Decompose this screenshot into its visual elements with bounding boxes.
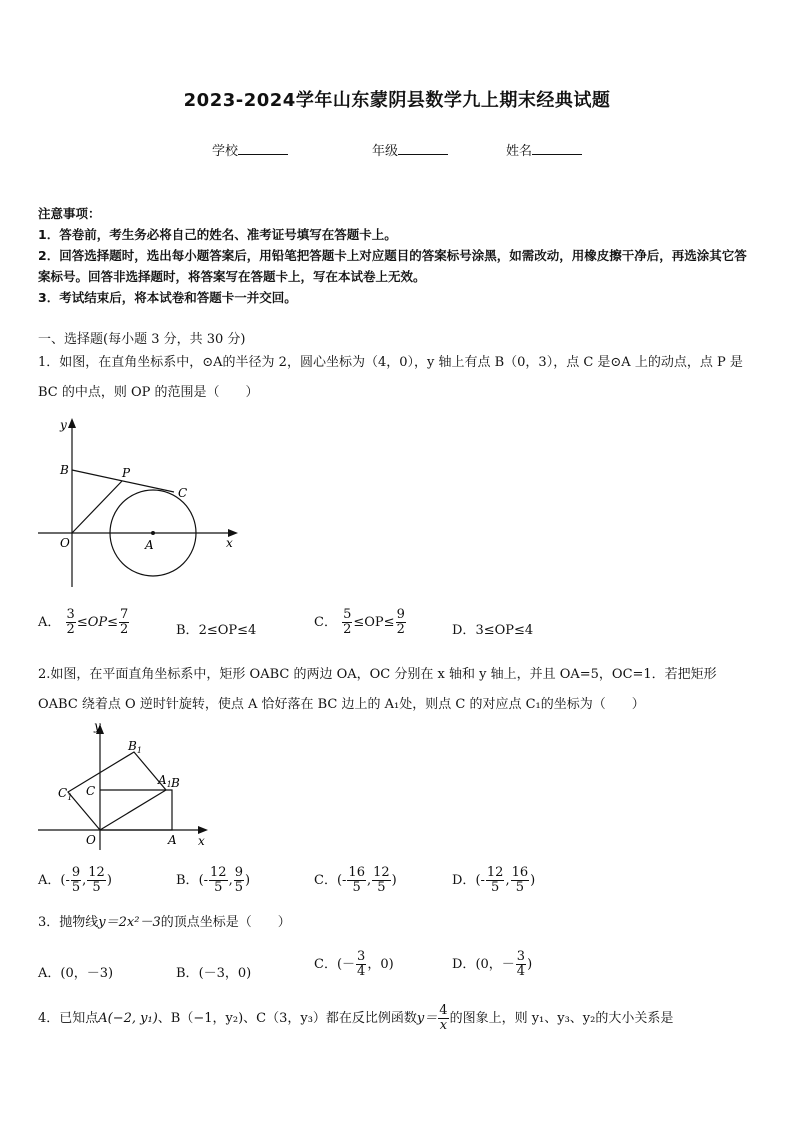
note-item-2: 2．回答选择题时，选出每小题答案后，用铅笔把答题卡上对应题目的答案标号涂黑，如需改动，用橡皮擦干净后，再选涂其它答案标号。回答非选择题时，将答案写在答题卡上，写在本试卷上无效。 — [38, 248, 747, 284]
page-title: 2023-2024学年山东蒙阴县数学九上期末经典试题 — [183, 90, 611, 111]
label-O: O — [86, 833, 96, 847]
label-y: y — [60, 418, 67, 432]
label-B: B — [171, 776, 180, 790]
note-item-3: 3．考试结束后，将本试卷和答题卡一并交回。 — [38, 290, 297, 305]
grade-field[interactable]: 年级 — [372, 140, 448, 159]
q3-formula: y＝2x²－3 — [98, 915, 161, 930]
notes-block — [38, 203, 758, 308]
label-B1: $B_1$ — [128, 739, 142, 755]
label-x: x — [198, 834, 205, 848]
q1-option-d[interactable]: D．3≤OP≤4 — [452, 623, 534, 638]
label-C1: $C_1$ — [58, 786, 73, 802]
section-heading: 一、选择题(每小题 3 分，共 30 分) — [38, 332, 246, 347]
label-B: B — [60, 463, 69, 477]
q2-option-b[interactable]: B．(- $\frac{12}{5}$ , $\frac{9}{5}$ ) — [176, 865, 251, 895]
q3-option-a[interactable]: A．(0，－3) — [38, 966, 114, 981]
q1-option-b[interactable]: B．2≤OP≤4 — [176, 623, 257, 638]
label-A: A — [145, 538, 154, 552]
q3-option-c[interactable]: C．(－ $\frac{3}{4}$ ，0) — [314, 949, 394, 979]
label-A1: $A_1$ — [158, 773, 172, 789]
label-C: C — [178, 486, 188, 500]
note-item-1: 1．答卷前，考生务必将自己的姓名、准考证号填写在答题卡上。 — [38, 227, 397, 242]
q1-option-a[interactable]: A． $\frac{3}{2}$ ≤OP≤ $\frac{7}{2}$ — [38, 607, 129, 637]
q2-option-c[interactable]: C．(- $\frac{16}{5}$ , $\frac{12}{5}$ ) — [314, 865, 397, 895]
label-y: y — [94, 720, 101, 733]
question-2-figure — [38, 720, 218, 855]
label-x: x — [226, 536, 233, 550]
question-3-text: 3．抛物线y＝2x²－3的顶点坐标是（ ） — [38, 915, 291, 930]
label-P: P — [122, 466, 131, 480]
label-C: C — [86, 784, 96, 798]
q2-option-d[interactable]: D．(- $\frac{12}{5}$ , $\frac{16}{5}$ ) — [452, 865, 536, 895]
q1-option-c[interactable]: C． $\frac{5}{2}$ ≤OP≤ $\frac{9}{2}$ — [314, 607, 405, 637]
q2-option-a[interactable]: A．(- $\frac{9}{5}$ , $\frac{12}{5}$ ) — [38, 865, 112, 895]
name-field[interactable]: 姓名 — [506, 140, 582, 159]
question-1-figure — [38, 415, 248, 595]
notes-heading: 注意事项： — [38, 206, 101, 221]
school-field[interactable]: 学校 — [212, 140, 288, 159]
question-1-text: 1．如图，在直角坐标系中，⊙A的半径为 2，圆心坐标为（4，0），y 轴上有点 B（0，3），点 C 是⊙A 上的动点，点 P 是 BC 的中点，则 OP 的范围是（ ） — [38, 355, 743, 400]
label-O: O — [60, 536, 70, 550]
q3-option-b[interactable]: B．(－3，0) — [176, 966, 252, 981]
question-4-text: 4．已知点A(−2, y₁)、B（−1，y₂)、C（3，y₃）都在反比例函数y＝ $\frac{4}{x}$ 的图象上，则 y₁、y₃、y₂的大小关系是 — [38, 1003, 674, 1033]
question-2-text: 2.如图，在平面直角坐标系中，矩形 OABC 的两边 OA，OC 分别在 x 轴和 y 轴上，并且 OA=5，OC=1．若把矩形 OABC 绕着点 O 逆时针旋转，使点 A 恰好落在 BC 边上的 A₁处，则点 C 的对应点 C₁的坐标为（ ） — [38, 667, 717, 712]
q3-option-d[interactable]: D．(0，－ $\frac{3}{4}$ ) — [452, 949, 533, 979]
label-A: A — [168, 833, 177, 847]
